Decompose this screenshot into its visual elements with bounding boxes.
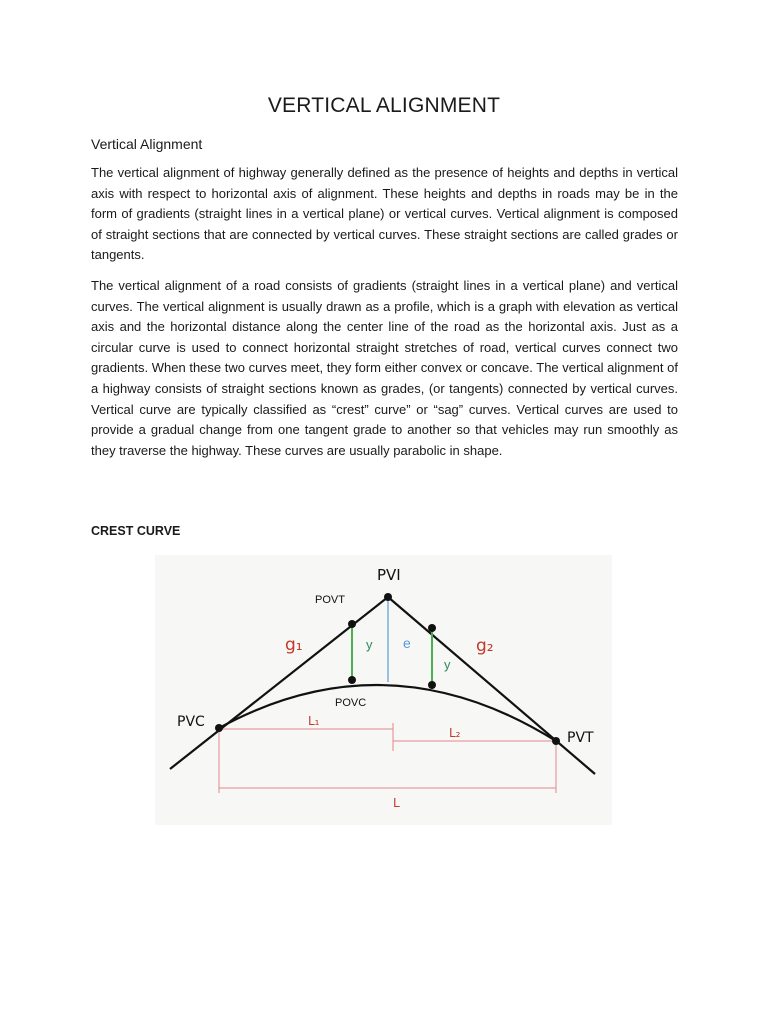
povt-point [348, 620, 356, 628]
povc-right-point [428, 681, 436, 689]
pvt-label: PVT [567, 730, 594, 746]
g1-label: g₁ [285, 635, 303, 655]
paragraph-2: The vertical alignment of a road consists of gradients (straight lines in a vertical plane) and vertical curves. The vertical alignment is usually drawn as a profile, which is a graph with elevation as vertical axis and the horizontal distance along the center line of the road as the horizontal axis. Just as a circular curve is used to connect horizontal straight stretches of road, vertical curves connect two gradients. When these two curves meet, they form either convex or concave. The vertical alignment of a highway consists of straight sections known as grades, (or tangents) connected by vertical curves. Vertical curve are typically classified as “crest” curve” or “sag” curves. Vertical curves are used to provide a gradual change from one tangent grade to another so that vehicles may run smoothly as they traverse the highway. These curves are usually parabolic in shape. [91, 278, 678, 458]
povt-right-point [428, 624, 436, 632]
crest-curve-figure [155, 555, 612, 825]
povt-label: POVT [315, 594, 345, 606]
l2-label: L₂ [449, 726, 461, 740]
pvi-point [384, 593, 392, 601]
crest-curve-line [219, 685, 556, 741]
g2-label: g₂ [476, 636, 494, 656]
povc-label: POVC [335, 697, 367, 709]
paragraph-1: The vertical alignment of highway generally defined as the presence of heights and depths in vertical axis with respect to horizontal axis of alignment. These heights and depths in roads may be in the form of gradients (straight lines in a vertical plane) or vertical curves. Vertical alignment is composed of straight sections that are connected by vertical curves. These straight sections are called grades or tangents. [91, 165, 678, 263]
l-label: L [393, 796, 400, 810]
y-left-label: y [366, 637, 373, 652]
povc-point [348, 676, 356, 684]
figure-heading: CREST CURVE [91, 524, 181, 538]
crest-curve-diagram [155, 555, 612, 825]
l1-label: L₁ [308, 714, 320, 728]
pvc-label: PVC [177, 714, 205, 730]
e-label: e [403, 635, 411, 651]
section-heading: Vertical Alignment [91, 136, 203, 152]
pvc-point [215, 724, 223, 732]
pvi-label: PVI [377, 566, 401, 584]
grade-line-right [388, 597, 595, 774]
page-title: VERTICAL ALIGNMENT [267, 94, 501, 117]
pvt-point [552, 737, 560, 745]
y-right-label: y [444, 657, 451, 672]
